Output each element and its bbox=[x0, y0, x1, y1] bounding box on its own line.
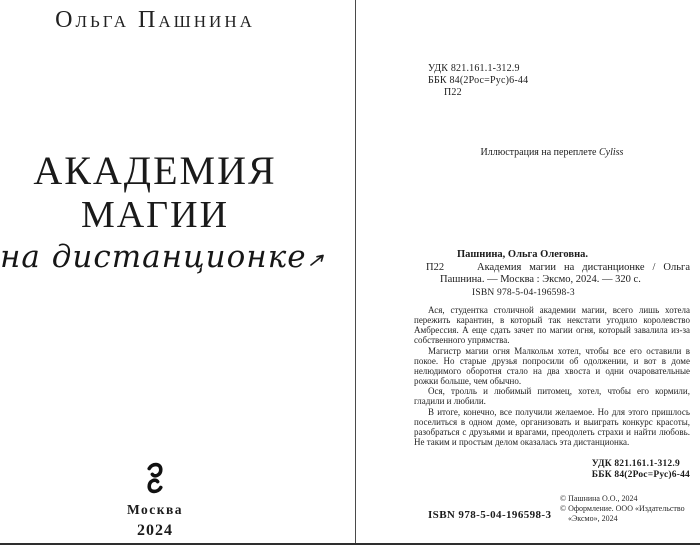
bib-isbn: ISBN 978-5-04-196598-3 bbox=[472, 288, 575, 299]
imprint-page bbox=[414, 0, 690, 546]
publisher-city: Москва bbox=[126, 502, 184, 517]
eksmo-logo-icon bbox=[145, 461, 166, 500]
isbn-bottom: ISBN 978-5-04-196598-3 bbox=[428, 509, 552, 521]
classification-codes bbox=[428, 63, 528, 99]
copyright-block bbox=[560, 494, 692, 523]
copyright-design: © Оформление. ООО «Издательство «Эксмо», 2024 bbox=[560, 503, 685, 523]
annotation-paragraph: Ася, студентка столичной академии магии, всего лишь хотела пережить карантин, в который так некстати угодило королевство Амбрессия. А еще сдать зачет по магии огня, который завалила из-за собственного упрямства. bbox=[414, 305, 690, 346]
bbk-code-bottom: ББК 84(2Рос=Рус)6-44 bbox=[591, 469, 690, 480]
title-subtitle-script: на дистанционке bbox=[0, 237, 310, 277]
bib-title-line-1: Академия магии на дистанционке / Ольга bbox=[477, 261, 690, 273]
udk-code: УДК 821.161.1-312.9 bbox=[428, 63, 520, 74]
title-line-2: МАГИИ bbox=[80, 194, 230, 236]
bib-author-code: П22 bbox=[426, 261, 445, 273]
annotation bbox=[414, 305, 690, 447]
bib-title-line-2: Пашнина. — Москва : Эксмо, 2024. — 320 с. bbox=[440, 274, 641, 286]
udk-code-bottom: УДК 821.161.1-312.9 bbox=[591, 459, 680, 469]
bib-author-heading: Пашнина, Ольга Олеговна. bbox=[457, 249, 588, 260]
page-divider bbox=[355, 0, 356, 544]
copyright-author: © Пашнина О.О., 2024 bbox=[560, 494, 638, 503]
illustration-credit: Иллюстрация на переплете Cyliss bbox=[480, 147, 624, 158]
annotation-paragraph: Магистр магии огня Малкольм хотел, чтобы все его оставили в покое. Но старые друзья попросили об одолжении, и вот в доме нелюдимого оборотня стало на два хвоста и одни очаровательные рожки больше, чем обычно. bbox=[414, 345, 690, 387]
illustration-artist: Cyliss bbox=[599, 147, 624, 158]
author-name: Ольга Пашнина bbox=[55, 7, 255, 33]
publication-year: 2024 bbox=[137, 522, 173, 539]
title-page bbox=[0, 0, 310, 546]
title-line-1: АКАДЕМИЯ bbox=[33, 148, 277, 193]
classification-codes-bottom bbox=[592, 459, 690, 480]
bibliographic-record bbox=[428, 249, 690, 300]
annotation-paragraph: Ося, тролль и любимый питомец, хотел, чтобы его кормили, гладили и любили. bbox=[414, 386, 690, 407]
book-title bbox=[0, 148, 310, 277]
bib-entry bbox=[428, 262, 690, 300]
author-sign-code: П22 bbox=[444, 87, 462, 98]
swash-arrow-icon bbox=[309, 252, 326, 267]
bbk-code: ББК 84(2Рос=Рус)6-44 bbox=[428, 75, 529, 86]
annotation-paragraph: В итоге, конечно, все получили желаемое. Но для этого пришлось поселиться в одном доме, организовать и выиграть конкурс красоты, разобраться с друзьями и врагами, преодолеть страхи и найти любовь. Не таким и простым делом оказалась эта дистанционка. bbox=[414, 406, 690, 448]
